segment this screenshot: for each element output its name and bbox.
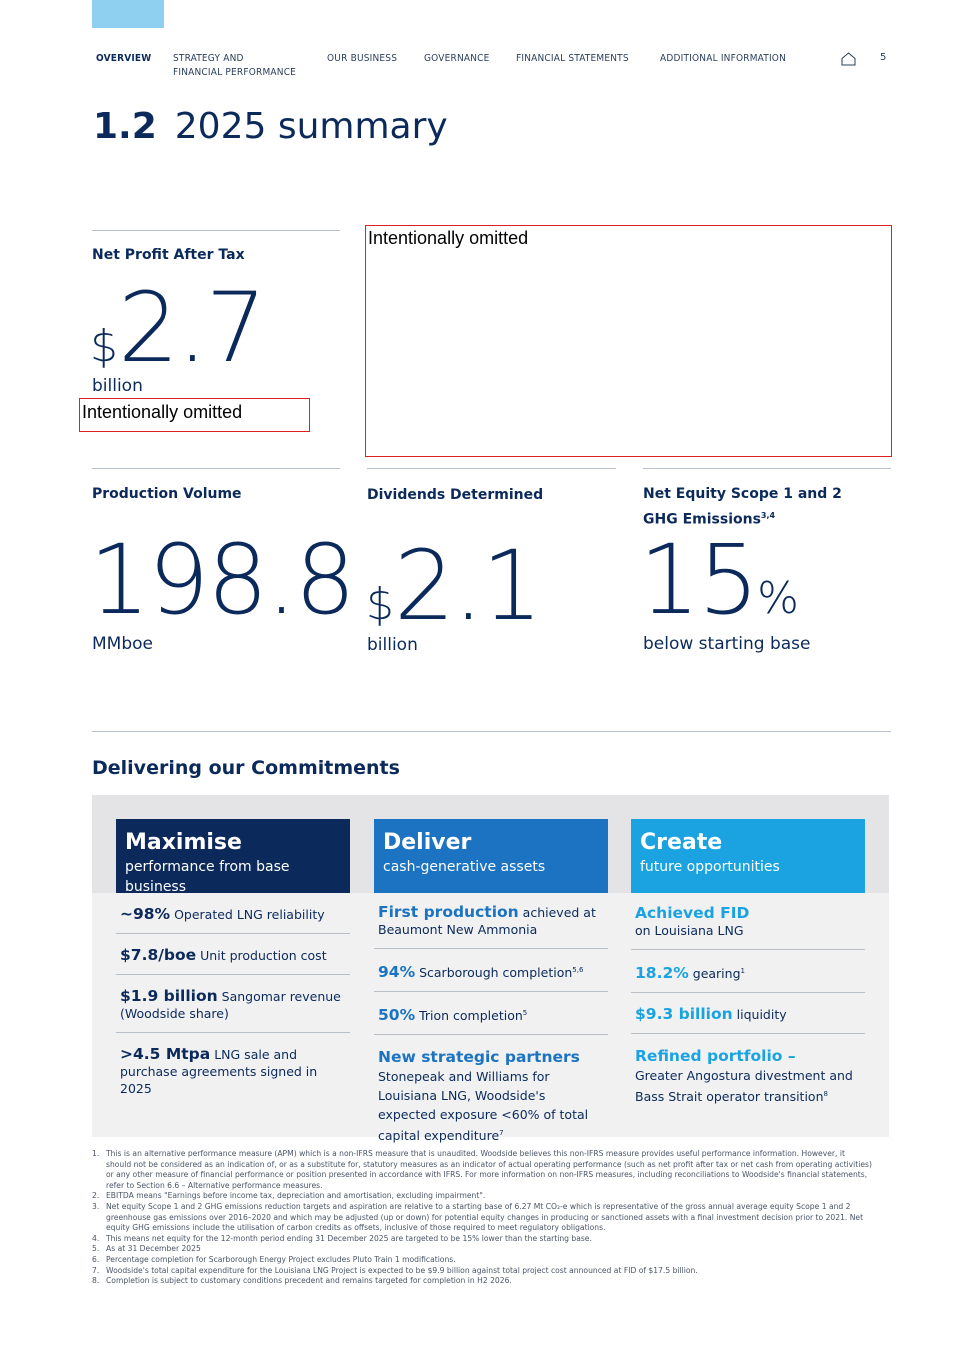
list-item xyxy=(631,963,865,982)
maximise-list xyxy=(116,906,350,1097)
nav-governance[interactable]: GOVERNANCE xyxy=(424,53,490,64)
npat-unit: billion xyxy=(92,376,143,396)
npat-value xyxy=(90,272,265,384)
deliver-heading: Deliver xyxy=(383,830,472,855)
list-item xyxy=(116,906,350,923)
divider xyxy=(631,949,865,950)
nav-our-business[interactable]: OUR BUSINESS xyxy=(327,53,398,64)
divider xyxy=(374,1034,608,1035)
omitted-note-small: Intentionally omitted xyxy=(82,402,243,422)
footnote-number: 8. xyxy=(92,1276,100,1286)
entry-text: on Louisiana LNG xyxy=(635,923,744,938)
home-icon[interactable] xyxy=(841,52,856,66)
production-number: 198.8 xyxy=(89,524,354,636)
create-subheading: future opportunities xyxy=(640,859,780,875)
footnote xyxy=(92,1276,872,1287)
divider xyxy=(116,1032,350,1033)
dividends-number: 2.1 xyxy=(394,530,541,642)
divider xyxy=(631,1033,865,1034)
create-list xyxy=(631,905,865,1106)
dividends-unit: billion xyxy=(367,635,418,655)
footnote xyxy=(92,1149,872,1191)
entry-highlight: First production xyxy=(378,903,519,921)
footnote-ref: 5,6 xyxy=(572,966,584,974)
page-title xyxy=(93,106,448,147)
emissions-percent: % xyxy=(757,573,799,624)
entry-highlight: Refined portfolio – xyxy=(635,1047,796,1066)
npat-currency: $ xyxy=(90,321,118,372)
footnote-ref: 8 xyxy=(823,1090,828,1099)
entry-text: liquidity xyxy=(732,1007,787,1023)
entry-text: achieved at Beaumont New Ammonia xyxy=(378,905,596,937)
entry-highlight: 18.2% xyxy=(635,964,689,983)
footnote xyxy=(92,1191,872,1202)
maximise-heading: Maximise xyxy=(125,830,242,855)
deliver-header xyxy=(374,819,608,893)
list-item xyxy=(631,905,865,939)
divider xyxy=(374,948,608,949)
entry-text: gearing xyxy=(688,966,741,982)
entry-text: Stonepeak and Williams for Louisiana LNG, Woodside's expected exposure <60% of total capital expenditure xyxy=(378,1069,589,1144)
footnote-text: This means net equity for the 12-month period ending 31 December 2025 are targeted to be 15% lower than the starting base. xyxy=(106,1233,592,1243)
entry-highlight: 50% xyxy=(378,1006,416,1025)
footnote-text: Net equity Scope 1 and 2 GHG emissions reduction targets and aspiration are relative to a starting base of 6.27 Mt CO₂-e which is representative of the gross annual average equity Scope 1 and 2 greenhouse gas emissions over 2016–2020 and which may be adjusted (up or down) for potential equity changes in producing or sanctioned assets with a final investment decision prior to 2021. Net equity GHG emissions include the utilisation of carbon credits as offsets, inclusive of those required to meet regulatory obligations. xyxy=(106,1201,864,1233)
divider xyxy=(116,974,350,975)
omitted-note-large: Intentionally omitted xyxy=(368,228,529,248)
dividends-currency: $ xyxy=(366,579,394,630)
footnote-ref: 1 xyxy=(740,967,745,975)
entry-text: Trion completion xyxy=(415,1008,523,1024)
divider xyxy=(374,991,608,992)
list-item xyxy=(631,1006,865,1023)
page-number: 5 xyxy=(880,52,887,63)
section-number: 1.2 xyxy=(93,106,157,147)
nav-strategy-line2[interactable]: FINANCIAL PERFORMANCE xyxy=(173,67,297,78)
list-item xyxy=(374,1005,608,1024)
list-item xyxy=(116,947,350,964)
footnote-ref: 5 xyxy=(522,1009,528,1018)
create-header xyxy=(631,819,865,893)
list-item xyxy=(374,904,608,938)
commitments-title: Delivering our Commitments xyxy=(92,757,400,779)
footnote-number: 3. xyxy=(92,1201,100,1211)
entry-text: Unit production cost xyxy=(196,948,327,963)
entry-text: Greater Angostura divestment and Bass Strait operator transition xyxy=(635,1068,853,1105)
footnote xyxy=(92,1266,872,1277)
entry-highlight: New strategic partners xyxy=(378,1048,580,1067)
footnote-text: As at 31 December 2025 xyxy=(106,1244,201,1254)
title-text: 2025 summary xyxy=(174,106,448,147)
footnote-number: 1. xyxy=(92,1149,100,1158)
npat-number: 2.7 xyxy=(118,272,265,384)
nav-strategy[interactable]: STRATEGY AND xyxy=(173,53,244,64)
dividends-value xyxy=(366,530,541,642)
list-item xyxy=(116,988,350,1022)
create-heading: Create xyxy=(640,830,723,855)
footnote-text: EBITDA means "Earnings before income tax, depreciation and amortisation, excluding impairment". xyxy=(106,1191,486,1201)
list-item xyxy=(374,1048,608,1145)
list-item xyxy=(631,1047,865,1106)
nav-financial-statements[interactable]: FINANCIAL STATEMENTS xyxy=(516,53,629,64)
entry-highlight: >4.5 Mtpa xyxy=(120,1045,211,1063)
emissions-unit: below starting base xyxy=(643,634,811,654)
footnote xyxy=(92,1202,872,1234)
entry-text: Scarborough completion xyxy=(415,965,573,981)
footnote-number: 2. xyxy=(92,1191,100,1201)
divider xyxy=(92,731,891,732)
entry-highlight: ~98% xyxy=(120,905,171,923)
emissions-label-line1: Net Equity Scope 1 and 2 xyxy=(643,486,842,502)
footnote-number: 4. xyxy=(92,1233,100,1243)
divider xyxy=(92,468,340,469)
production-unit: MMboe xyxy=(92,634,153,654)
footnote-ref: 7 xyxy=(499,1129,504,1138)
deliver-list xyxy=(374,904,608,1145)
nav-additional-information[interactable]: ADDITIONAL INFORMATION xyxy=(660,53,787,64)
section-tab-marker xyxy=(92,0,164,28)
production-value xyxy=(89,524,354,636)
divider xyxy=(643,468,891,469)
footnote xyxy=(92,1234,872,1245)
entry-highlight: Achieved FID xyxy=(635,904,750,922)
maximise-subheading: performance from base business xyxy=(125,859,290,895)
divider xyxy=(116,933,350,934)
dividends-label: Dividends Determined xyxy=(367,487,544,503)
nav-overview[interactable]: OVERVIEW xyxy=(96,53,152,64)
deliver-subheading: cash-generative assets xyxy=(383,859,546,875)
footnote-text: Woodside's total capital expenditure for the Louisiana LNG Project is expected to be $9.9 billion against total project cost announced at FID of $17.5 billion. xyxy=(106,1265,698,1275)
footnote-number: 5. xyxy=(92,1244,100,1254)
emissions-label-line2: GHG Emissions xyxy=(643,511,761,528)
entry-text: Operated LNG reliability xyxy=(170,907,325,922)
divider xyxy=(631,992,865,993)
footnote-number: 6. xyxy=(92,1254,100,1264)
production-label: Production Volume xyxy=(92,486,242,502)
list-item xyxy=(374,962,608,981)
footnotes xyxy=(92,1149,872,1287)
entry-highlight: $7.8/boe xyxy=(120,946,197,964)
emissions-number: 15 xyxy=(639,524,758,636)
maximise-header xyxy=(116,819,350,893)
footnote-text: Percentage completion for Scarborough Energy Project excludes Pluto Train 1 modifications. xyxy=(106,1254,456,1264)
redaction-box-large xyxy=(365,225,892,457)
entry-highlight: 94% xyxy=(378,963,416,982)
footnote-text: Completion is subject to customary conditions precedent and remains targeted for completion in H2 2026. xyxy=(106,1276,512,1286)
entry-text: Sangomar revenue (Woodside share) xyxy=(120,989,341,1021)
divider xyxy=(367,468,616,469)
footnote-text: This is an alternative performance measure (APM) which is a non-IFRS measure that is unaudited. Woodside believes this non-IFRS measure provides useful performance information. However, it should not be considered as an indication of, or as a substitute for, statutory measures as an indicator of actual operating performance (such as net profit after tax or net cash from operating activities) or any other measure of financial performance or position presented in accordance with IFRS. For more information on non-IFRS measures, including reconciliations to Woodside's financial statements, refer to Section 6.6 – Alternative performance measures. xyxy=(106,1149,872,1190)
entry-text: LNG sale and purchase agreements signed in 2025 xyxy=(120,1047,318,1096)
footnote-number: 7. xyxy=(92,1265,100,1275)
emissions-footnote-ref: 3,4 xyxy=(760,511,776,520)
emissions-value xyxy=(639,524,799,636)
npat-label: Net Profit After Tax xyxy=(92,247,245,263)
entry-highlight: $9.3 billion xyxy=(635,1005,733,1024)
footnote xyxy=(92,1244,872,1255)
list-item xyxy=(116,1046,350,1097)
divider xyxy=(92,230,340,231)
entry-highlight: $1.9 billion xyxy=(120,987,218,1005)
footnote xyxy=(92,1255,872,1266)
